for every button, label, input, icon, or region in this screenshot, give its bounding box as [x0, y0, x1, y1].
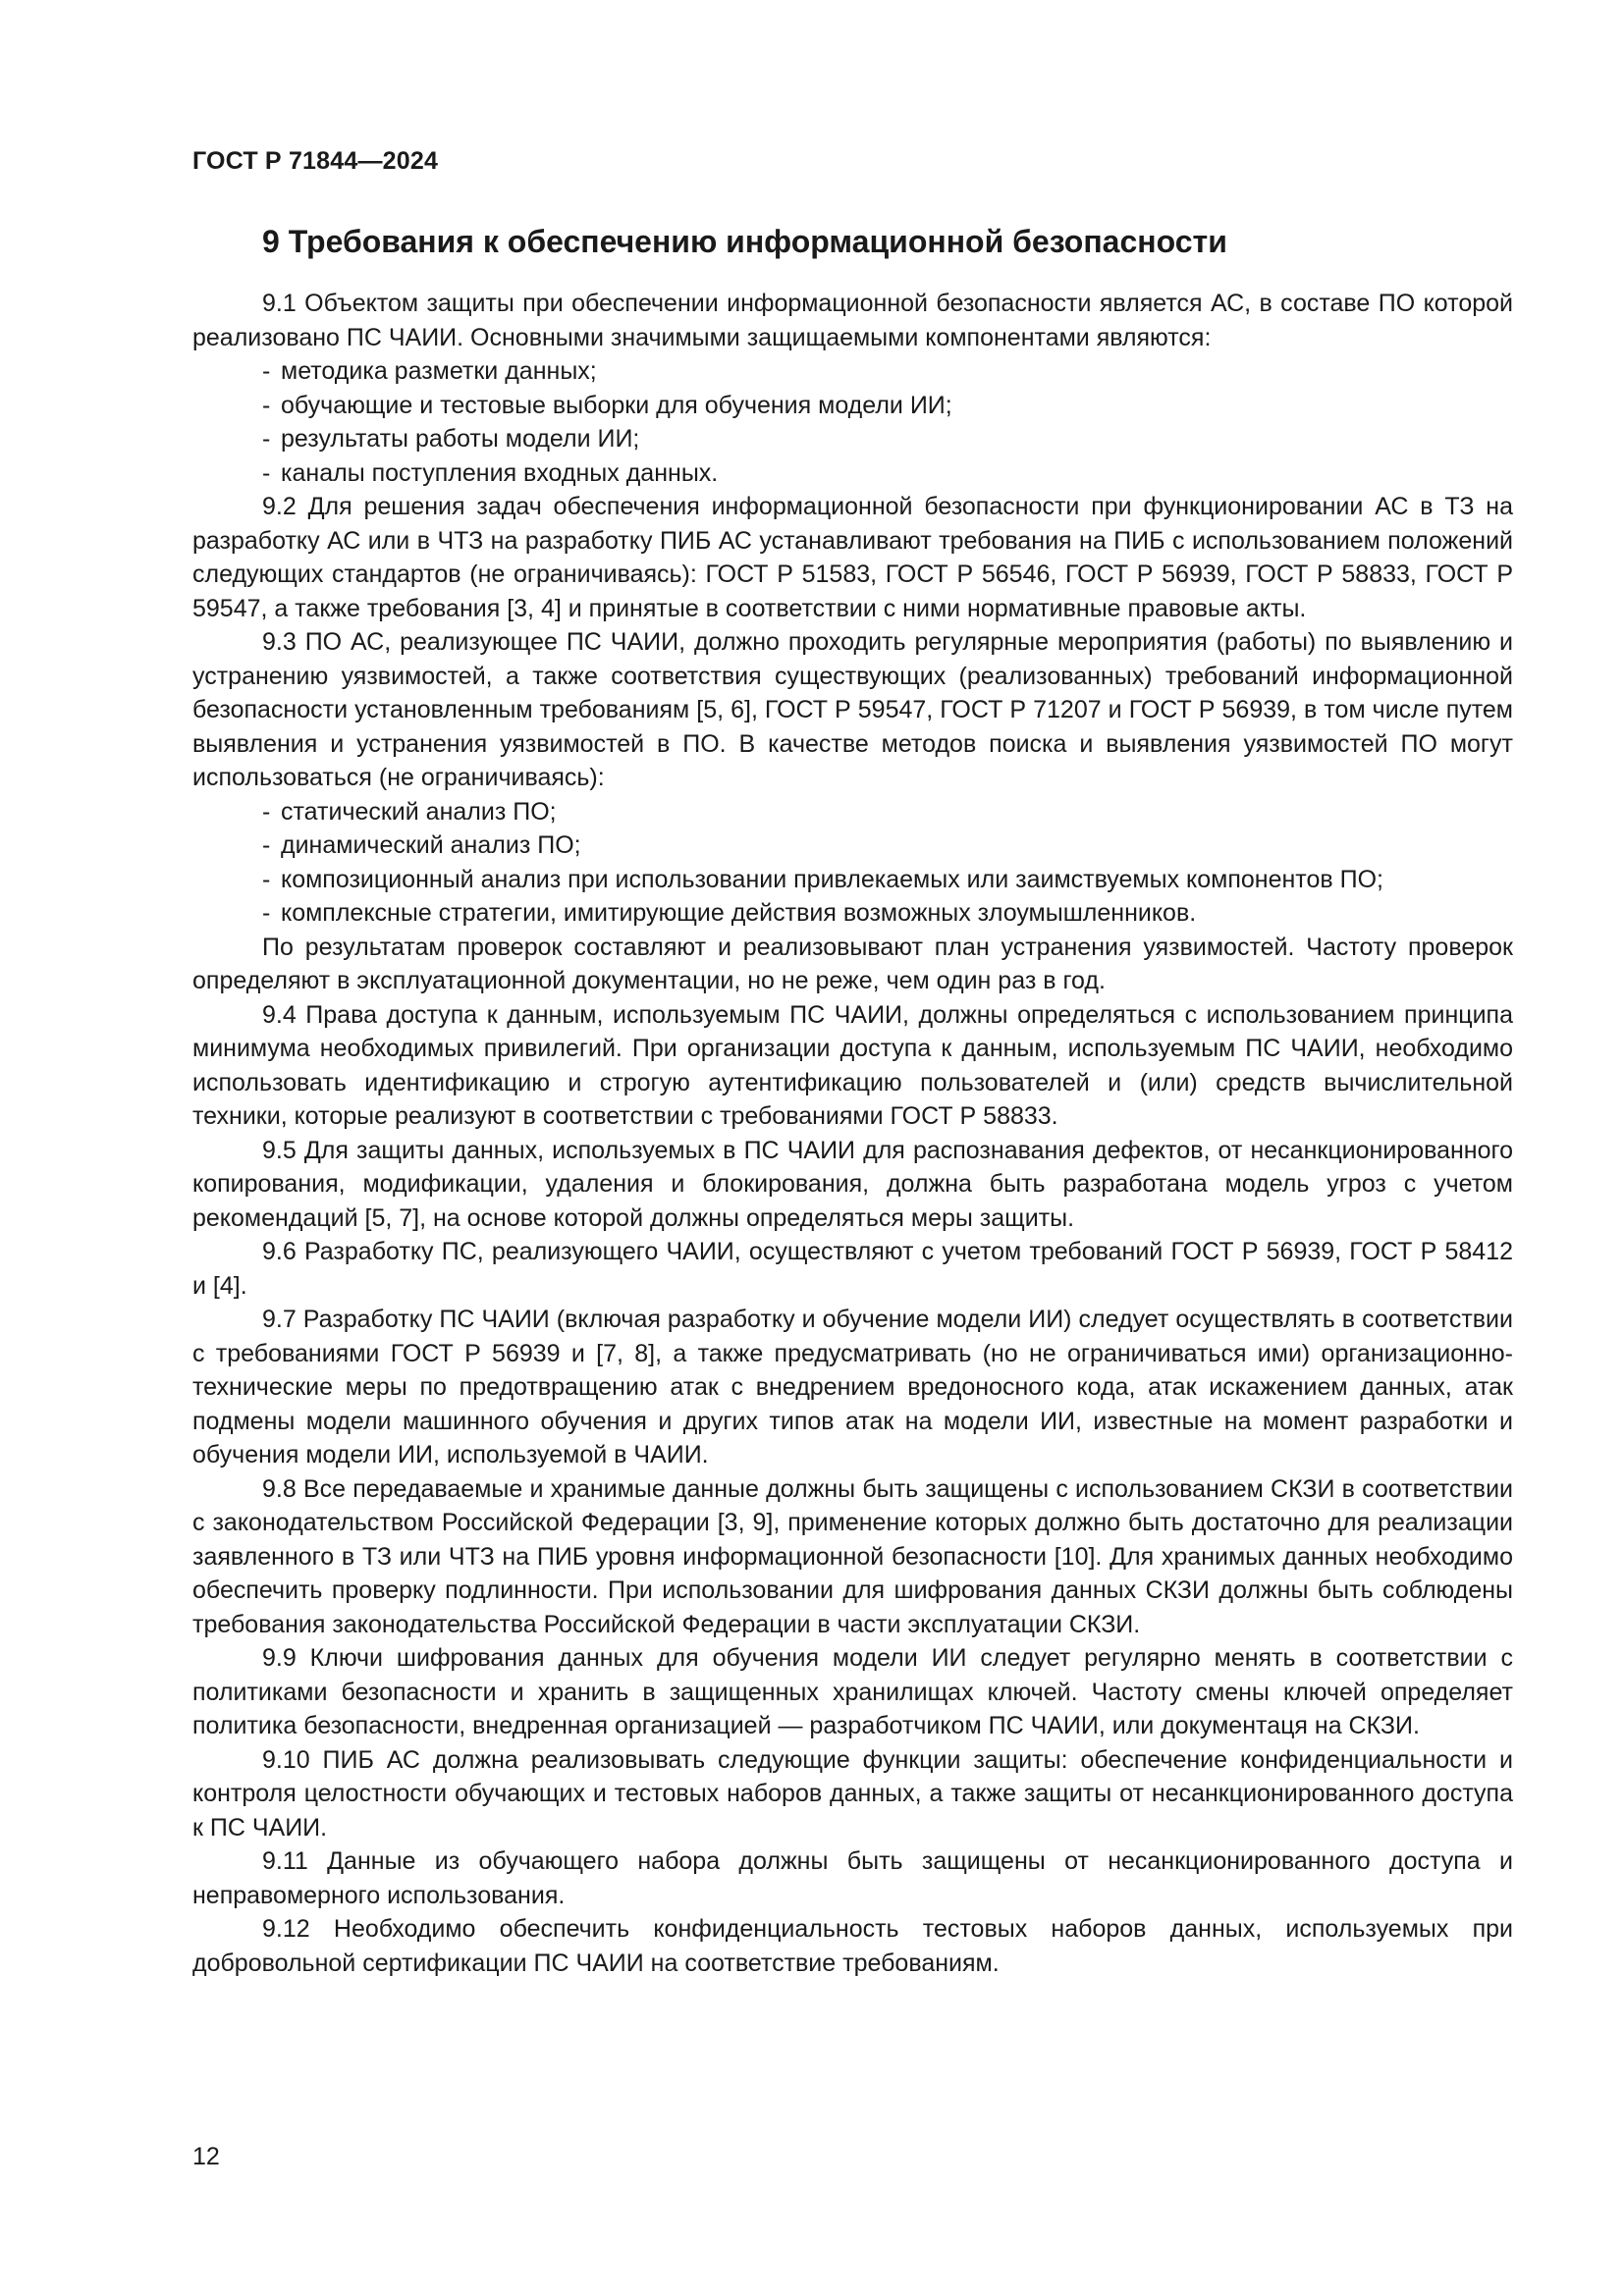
paragraph-9-8: 9.8 Все передаваемые и хранимые данные должны быть защищены с использованием СКЗИ в соответствии с законодательством Российской Федерации [3, 9], применение которых должно быть достаточно для реализации заявленного в ТЗ или ЧТЗ на ПИБ уровня информационной безопасности [10]. Для хранимых данных необходимо обеспечить проверку подлинности. При использовании для шифрования данных СКЗИ должны быть соблюдены требования законодательства Российской Федерации в части эксплуатации СКЗИ.	[192, 1474, 1513, 1638]
list-marker: -	[262, 391, 271, 419]
paragraph-check-results: По результатам проверок составляют и реализовывают план устранения уязвимостей. Частоту проверок определяют в эксплуатационной документации, но не реже, чем один раз в год.	[192, 933, 1513, 994]
paragraph-9-12: 9.12 Необходимо обеспечить конфиденциальность тестовых наборов данных, используемых при добровольной сертификации ПС ЧАИИ на соответствие требованиям.	[192, 1915, 1513, 1977]
list-marker: -	[262, 899, 271, 927]
list-item: - результаты работы модели ИИ;	[192, 422, 1513, 456]
paragraph-9-7: 9.7 Разработку ПС ЧАИИ (включая разработку и обучение модели ИИ) следует осуществлять в соответствии с требованиями ГОСТ Р 56939 и [7, 8], а также предусматривать (но не ограничиваться ими) организационно-технические меры по предотвращению атак с внедрением вредоносного кода, атак искажением данных, атак подмены модели машинного обучения и других типов атак на модели ИИ, известные на момент разработки и обучения модели ИИ, используемой в ЧАИИ.	[192, 1306, 1513, 1468]
paragraph-9-10: 9.10 ПИБ АС должна реализовывать следующие функции защиты: обеспечение конфиденциальности и контроля целостности обучающих и тестовых наборов данных, а также защиты от несанкционированного доступа к ПС ЧАИИ.	[192, 1745, 1513, 1842]
paragraph-9-2: 9.2 Для решения задач обеспечения информационной безопасности при функционировании АС в ТЗ на разработку АС или в ЧТЗ на разработку ПИБ АС устанавливают требования на ПИБ с использованием положений следующих стандартов (не ограничиваясь): ГОСТ Р 51583, ГОСТ Р 56546, ГОСТ Р 56939, ГОСТ Р 58833, ГОСТ Р 59547, а также требования [3, 4] и принятые в соответствии с ними нормативные правовые акты.	[192, 493, 1513, 622]
page-header: ГОСТ Р 71844—2024	[192, 147, 439, 175]
list-item: - методика разметки данных;	[192, 354, 1513, 389]
paragraph-9-4: 9.4 Права доступа к данным, используемым ПС ЧАИИ, должны определяться с использованием принципа минимума необходимых привилегий. При организации доступа к данным, используемым ПС ЧАИИ, необходимо использовать идентификацию и строгую аутентификацию пользователей и (или) средств вычислительной техники, которые реализуют в соответствии с требованиями ГОСТ Р 58833.	[192, 1000, 1513, 1130]
paragraph-9-6: 9.6 Разработку ПС, реализующего ЧАИИ, осуществляют с учетом требований ГОСТ Р 56939, ГОСТ Р 58412 и [4].	[192, 1238, 1513, 1300]
paragraph-9-3: 9.3 ПО АС, реализующее ПС ЧАИИ, должно проходить регулярные мероприятия (работы) по выявлению и устранению уязвимостей, а также соответствия существующих (реализованных) требований информационной безопасности установленным требованиям [5, 6], ГОСТ Р 59547, ГОСТ Р 71207 и ГОСТ Р 56939, в том числе путем выявления и устранения уязвимостей в ПО. В качестве методов поиска и выявления уязвимостей ПО могут использоваться (не ограничиваясь):	[192, 628, 1513, 791]
list-item: - каналы поступления входных данных.	[192, 456, 1513, 491]
protected-components-list	[192, 354, 1513, 490]
list-marker: -	[262, 357, 271, 385]
list-item: - статический анализ ПО;	[192, 795, 1513, 829]
paragraph-9-9: 9.9 Ключи шифрования данных для обучения модели ИИ следует регулярно менять в соответствии с политиками безопасности и хранить в защищенных хранилищах ключей. Частоту смены ключей определяет политика безопасности, внедренная организацией — разработчиком ПС ЧАИИ, или документаця на СКЗИ.	[192, 1644, 1513, 1739]
list-item: - композиционный анализ при использовании привлекаемых или заимствуемых компонентов ПО;	[192, 863, 1513, 897]
list-marker: -	[262, 797, 271, 826]
vulnerability-methods-list	[192, 795, 1513, 931]
paragraph-9-11: 9.11 Данные из обучающего набора должны быть защищены от несанкционированного доступа и неправомерного использования.	[192, 1847, 1513, 1909]
paragraph-9-5: 9.5 Для защиты данных, используемых в ПС ЧАИИ для распознавания дефектов, от несанкционированного копирования, модификации, удаления и блокирования, должна быть разработана модель угроз с учетом рекомендаций [5, 7], на основе которой должны определяться меры защиты.	[192, 1136, 1513, 1232]
list-marker: -	[262, 425, 271, 453]
list-marker: -	[262, 831, 271, 859]
list-item: - динамический анализ ПО;	[192, 828, 1513, 863]
list-item: - комплексные стратегии, имитирующие действия возможных злоумышленников.	[192, 896, 1513, 931]
list-marker: -	[262, 458, 271, 487]
section-title: 9 Требования к обеспечению информационной безопасности	[262, 224, 1227, 259]
page-number: 12	[192, 2143, 220, 2170]
list-marker: -	[262, 865, 271, 893]
list-item: - обучающие и тестовые выборки для обучения модели ИИ;	[192, 389, 1513, 423]
document-body	[192, 287, 1513, 1980]
paragraph-9-1: 9.1 Объектом защиты при обеспечении информационной безопасности является АС, в составе ПО которой реализовано ПС ЧАИИ. Основными значимыми защищаемыми компонентами являются:	[192, 290, 1513, 351]
